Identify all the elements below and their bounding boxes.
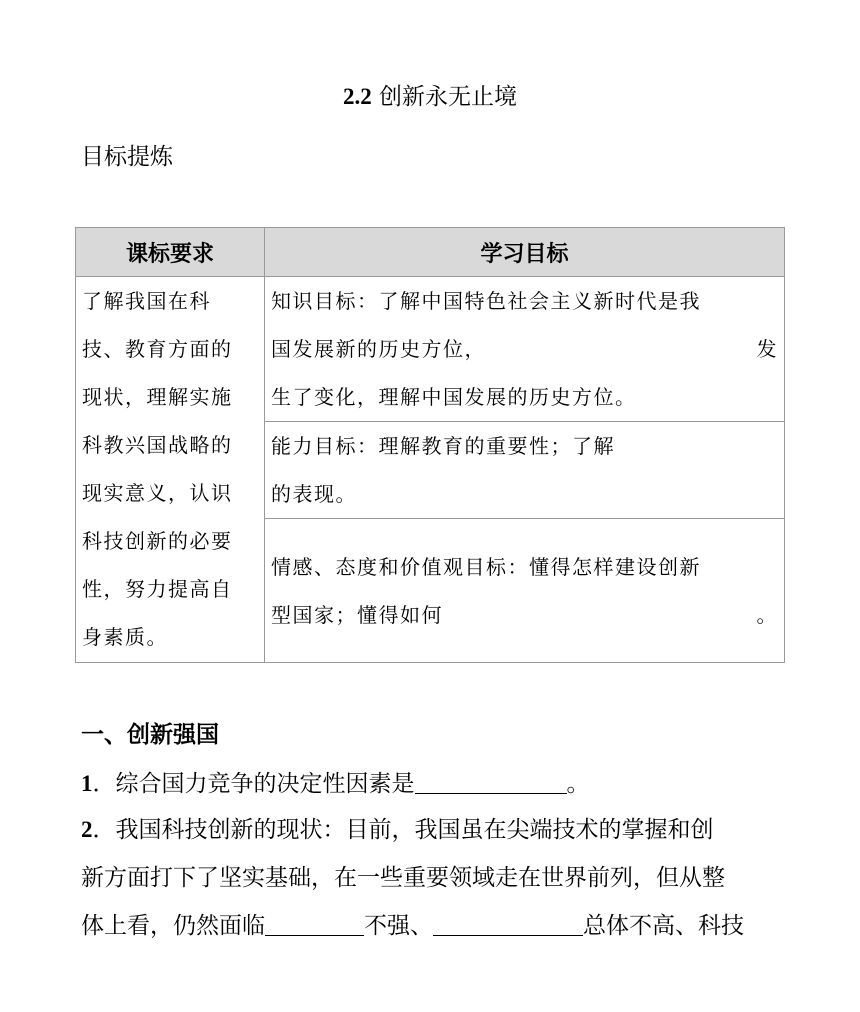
title-number: 2.2 bbox=[342, 84, 372, 109]
question-text: ．综合国力竞争的决定性因素是 bbox=[92, 771, 415, 797]
goal-line: 的表现。 bbox=[271, 482, 357, 506]
table-row bbox=[76, 277, 785, 422]
goal-text: 。 bbox=[756, 602, 778, 627]
answer-blank[interactable] bbox=[265, 913, 364, 936]
question-1 bbox=[81, 760, 781, 808]
question-line bbox=[81, 902, 781, 950]
question-end: 。 bbox=[566, 771, 590, 797]
section-heading: 一、创新强国 bbox=[81, 722, 219, 748]
emotion-goal-cell bbox=[265, 519, 785, 663]
requirement-line: 身素质。 bbox=[82, 625, 168, 649]
page-title bbox=[0, 78, 860, 111]
requirement-line: 了解我国在科 bbox=[82, 289, 211, 313]
requirement-line: 技、教育方面的 bbox=[82, 337, 233, 361]
section-subtitle: 目标提炼 bbox=[81, 144, 173, 170]
question-text: 总体不高、科技 bbox=[583, 913, 744, 939]
requirement-line: 科技创新的必要 bbox=[82, 529, 233, 553]
goal-line: 生了变化，理解中国发展的历史方位。 bbox=[271, 385, 637, 409]
requirement-line: 性，努力提高自 bbox=[82, 577, 233, 601]
goals-table bbox=[75, 227, 785, 663]
question-text: 体上看，仍然面临 bbox=[81, 913, 265, 939]
ability-goal-cell bbox=[265, 422, 785, 519]
question-text: 不强、 bbox=[364, 913, 433, 939]
title-text: 创新永无止境 bbox=[379, 84, 518, 110]
question-text: ．我国科技创新的现状：目前，我国虽在尖端技术的掌握和创 bbox=[92, 817, 714, 843]
table-header-row bbox=[76, 228, 785, 277]
goal-line: 知识目标：了解中国特色社会主义新时代是我 bbox=[271, 289, 701, 313]
requirements-cell bbox=[76, 277, 265, 663]
goal-text: 发 bbox=[756, 337, 778, 361]
question-number: 2 bbox=[81, 817, 93, 842]
goal-line: 情感、态度和价值观目标：懂得怎样建设创新 bbox=[271, 554, 701, 579]
question-number: 1 bbox=[81, 771, 93, 796]
goal-line: 能力目标：理解教育的重要性；了解 bbox=[271, 434, 615, 458]
goal-text: 型国家；懂得如何 bbox=[271, 602, 443, 627]
header-requirements: 课标要求 bbox=[76, 228, 265, 277]
question-2 bbox=[81, 806, 781, 950]
question-line bbox=[81, 806, 781, 854]
answer-blank[interactable] bbox=[415, 771, 567, 794]
requirement-line: 现实意义，认识 bbox=[82, 481, 233, 505]
requirement-line: 现状，理解实施 bbox=[82, 385, 233, 409]
goal-line bbox=[265, 591, 784, 639]
answer-blank[interactable] bbox=[433, 913, 583, 936]
requirement-line: 科教兴国战略的 bbox=[82, 433, 233, 457]
goal-text: 国发展新的历史方位， bbox=[271, 337, 486, 361]
goal-line bbox=[265, 325, 784, 373]
knowledge-goal-cell bbox=[265, 277, 785, 422]
header-goals: 学习目标 bbox=[265, 228, 785, 277]
question-line: 新方面打下了坚实基础，在一些重要领域走在世界前列，但从整 bbox=[81, 865, 725, 891]
